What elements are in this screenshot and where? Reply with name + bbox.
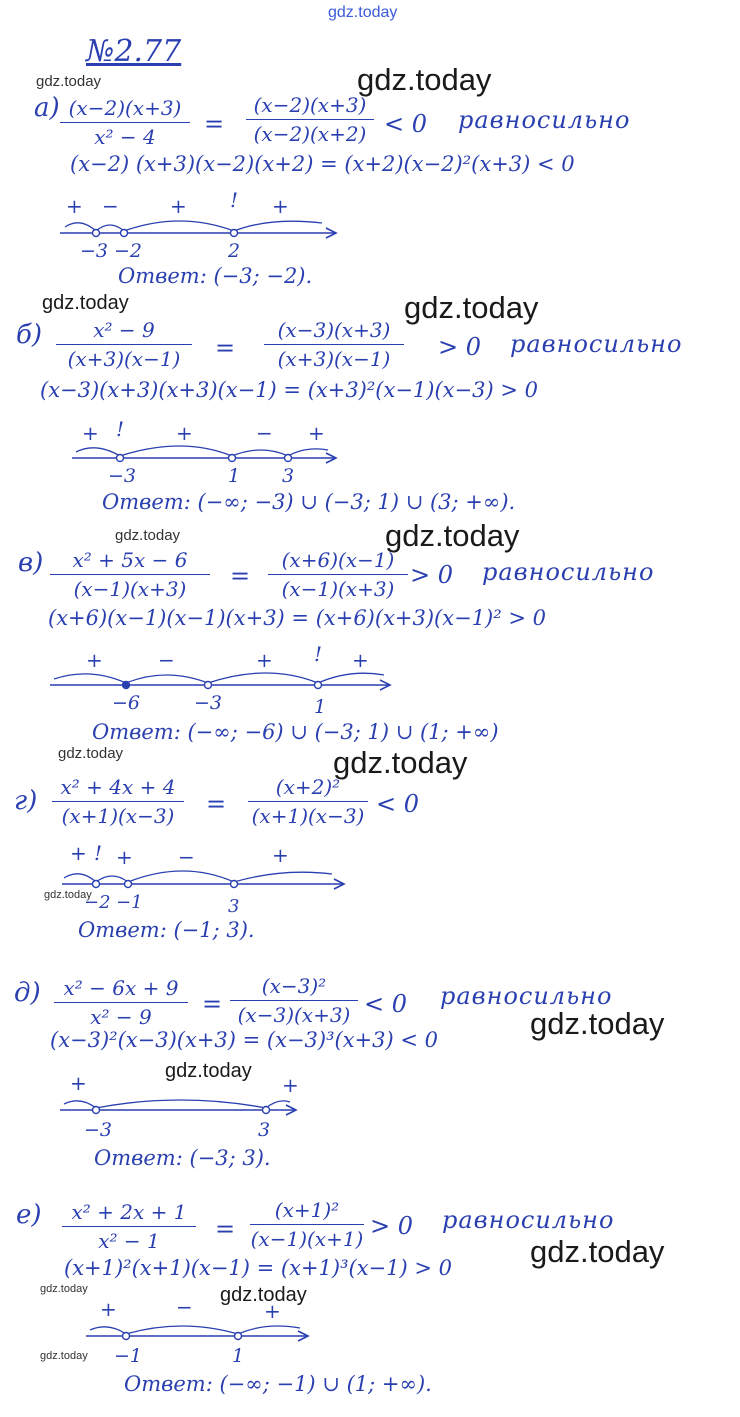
part-label: д) xyxy=(14,978,41,1008)
watermark: gdz.today xyxy=(220,1284,307,1306)
sign: + xyxy=(170,194,187,218)
sign: + xyxy=(86,648,103,672)
sign: + xyxy=(352,648,369,672)
inequality-tail: < 0 xyxy=(376,790,420,818)
part-label: г) xyxy=(14,786,38,816)
number-line xyxy=(62,840,352,916)
part-label: а) xyxy=(34,93,60,123)
watermark: gdz.today xyxy=(404,290,539,325)
equivalent-word: равносильно xyxy=(458,106,631,134)
part-label: б) xyxy=(16,320,43,350)
equals-sign: = xyxy=(204,110,225,138)
sign: + xyxy=(70,1071,87,1095)
answer: Ответ: (−1; 3). xyxy=(78,918,255,942)
point-label: −2 xyxy=(84,892,111,913)
sign: + xyxy=(256,648,273,672)
watermark: gdz.today xyxy=(530,1234,665,1269)
sign: + xyxy=(70,841,87,865)
point-label: 3 xyxy=(228,896,240,917)
equivalent-word: равносильно xyxy=(510,330,683,358)
sign: ! xyxy=(116,417,125,441)
watermark: gdz.today xyxy=(40,1283,88,1295)
fraction-rhs: (x+6)(x−1) (x−1)(x+3) xyxy=(268,548,408,601)
point-label: 1 xyxy=(232,1345,245,1367)
number-line xyxy=(72,417,352,487)
watermark: gdz.today xyxy=(44,889,92,901)
answer: Ответ: (−∞; −1) ∪ (1; +∞). xyxy=(124,1372,432,1396)
sign: + xyxy=(66,194,83,218)
expanded-inequality: (x−3)(x+3)(x+3)(x−1) = (x+3)²(x−1)(x−3) > 0 xyxy=(40,378,538,402)
sign: − xyxy=(176,1295,193,1319)
watermark: gdz.today xyxy=(40,1350,88,1362)
sign: − xyxy=(102,194,119,218)
sign: + xyxy=(176,421,193,445)
inequality-tail: < 0 xyxy=(384,110,428,138)
point-label: 1 xyxy=(314,696,327,718)
part-label: е) xyxy=(16,1200,42,1230)
point-label: −3 xyxy=(194,692,223,714)
problem-number: №2.77 xyxy=(86,34,182,69)
sign: ! xyxy=(230,188,239,212)
inequality-tail: < 0 xyxy=(364,990,408,1018)
answer: Ответ: (−∞; −3) ∪ (−3; 1) ∪ (3; +∞). xyxy=(102,490,516,514)
equivalent-word: равносильно xyxy=(440,982,613,1010)
part-label: в) xyxy=(18,548,44,578)
point-label: 3 xyxy=(282,465,295,487)
point-label: −6 xyxy=(112,692,141,714)
expanded-inequality: (x+1)²(x+1)(x−1) = (x+1)³(x−1) > 0 xyxy=(64,1256,453,1280)
watermark: gdz.today xyxy=(357,62,492,97)
point-label: 1 xyxy=(228,465,241,487)
inequality-tail: > 0 xyxy=(410,561,454,589)
fraction-rhs: (x+2)² (x+1)(x−3) xyxy=(248,775,368,828)
sign: + xyxy=(272,194,289,218)
fraction-lhs: (x−2)(x+3) x² − 4 xyxy=(60,96,190,149)
equivalent-word: равносильно xyxy=(442,1206,615,1234)
expanded-inequality: (x+6)(x−1)(x−1)(x+3) = (x+6)(x+3)(x−1)² > 0 xyxy=(48,606,546,630)
fraction-lhs: x² + 2x + 1 x² − 1 xyxy=(62,1200,196,1253)
fraction-rhs: (x−2)(x+3) (x−2)(x+2) xyxy=(246,93,374,146)
point-label: −1 xyxy=(116,892,143,913)
number-line xyxy=(60,188,350,263)
fraction-lhs: x² − 9 (x+3)(x−1) xyxy=(56,318,192,371)
fraction-lhs: x² + 4x + 4 (x+1)(x−3) xyxy=(52,775,184,828)
equals-sign: = xyxy=(206,790,227,818)
equals-sign: = xyxy=(230,562,251,590)
watermark: gdz.today xyxy=(36,73,102,90)
expanded-inequality: (x−3)²(x−3)(x+3) = (x−3)³(x+3) < 0 xyxy=(50,1028,439,1052)
sign: − xyxy=(256,421,273,445)
equals-sign: = xyxy=(215,1215,236,1243)
expanded-inequality: (x−2) (x+3)(x−2)(x+2) = (x+2)(x−2)²(x+3) < 0 xyxy=(70,152,575,176)
equals-sign: = xyxy=(202,990,223,1018)
number-line xyxy=(60,1070,310,1140)
sign: + xyxy=(264,1299,281,1323)
sign: − xyxy=(158,648,175,672)
watermark: gdz.today xyxy=(58,745,124,762)
sign: + xyxy=(100,1297,117,1321)
point-label: −1 xyxy=(114,1345,143,1367)
watermark-top: gdz.today xyxy=(328,4,398,21)
answer: Ответ: (−3; −2). xyxy=(118,264,313,288)
number-line xyxy=(86,1296,316,1366)
point-label: 2 xyxy=(228,240,241,262)
inequality-tail: > 0 xyxy=(438,333,482,361)
sign: + xyxy=(308,421,325,445)
watermark: gdz.today xyxy=(333,745,468,780)
sign: ! xyxy=(94,841,103,865)
sign: + xyxy=(282,1073,299,1097)
fraction-rhs: (x−3)(x+3) (x+3)(x−1) xyxy=(264,318,404,371)
point-label: 3 xyxy=(258,1119,271,1141)
fraction-lhs: x² − 6x + 9 x² − 9 xyxy=(54,976,188,1029)
point-label: −3 xyxy=(84,1119,113,1141)
watermark: gdz.today xyxy=(385,518,520,553)
point-label: −3 xyxy=(108,465,137,487)
sign: − xyxy=(178,845,195,869)
equals-sign: = xyxy=(215,334,236,362)
watermark: gdz.today xyxy=(530,1006,665,1041)
watermark: gdz.today xyxy=(115,527,181,544)
point-label: −3 xyxy=(80,240,109,262)
watermark: gdz.today xyxy=(165,1060,252,1082)
point-label: −2 xyxy=(114,240,143,262)
watermark: gdz.today xyxy=(42,292,129,314)
answer: Ответ: (−∞; −6) ∪ (−3; 1) ∪ (1; +∞) xyxy=(92,720,499,744)
sign: + xyxy=(272,843,289,867)
sign: + xyxy=(116,845,133,869)
sign: ! xyxy=(314,642,323,666)
inequality-tail: > 0 xyxy=(370,1212,414,1240)
sign: + xyxy=(82,421,99,445)
equivalent-word: равносильно xyxy=(482,558,655,586)
number-line xyxy=(50,642,400,718)
answer: Ответ: (−3; 3). xyxy=(94,1146,271,1170)
fraction-rhs: (x+1)² (x−1)(x+1) xyxy=(250,1198,364,1251)
fraction-rhs: (x−3)² (x−3)(x+3) xyxy=(230,974,358,1027)
fraction-lhs: x² + 5x − 6 (x−1)(x+3) xyxy=(50,548,210,601)
